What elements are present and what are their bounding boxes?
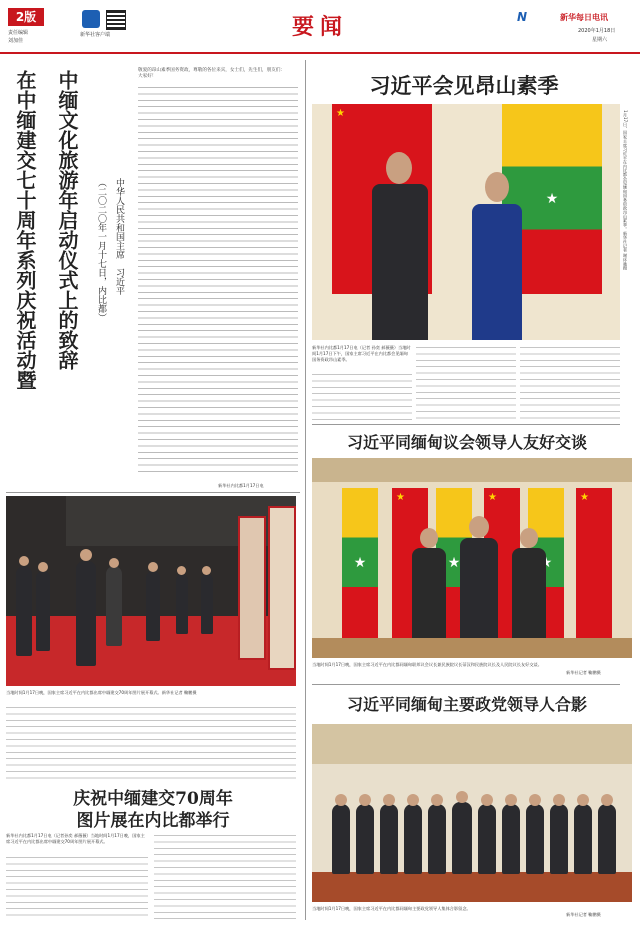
divider <box>6 492 300 493</box>
speech-credit: 新华社内比都1月17日电 <box>218 483 264 488</box>
masthead <box>0 0 640 54</box>
parties-caption: 当地时间1月17日晚，国家主席习近平在内比都同缅甸主要政党领导人集体合影留念。 <box>312 906 471 911</box>
xinhua-app-icon <box>82 10 100 28</box>
issue-date: 2020年1月18日 <box>578 28 616 34</box>
meet-photo <box>312 104 620 340</box>
meet-lead: 新华社内比都1月17日电（记者 孙奕 郝薇薇）当地时间1月17日下午，国家主席习近平在内比都会见缅甸国务资政昂山素季。 <box>312 345 411 362</box>
parliament-photo <box>312 458 632 658</box>
ceiling <box>312 458 632 482</box>
speech-text-lines <box>138 85 298 475</box>
speech-title-line2: 中缅文化旅游年启动仪式上的致辞 <box>55 70 79 370</box>
meet-side-caption: 1月17日，国家主席习近平在内比都会见缅甸国务资政昂山素季。新华社记者 谢环驰摄 <box>623 110 628 271</box>
exhibition-text-lines <box>6 705 296 780</box>
floor <box>312 638 632 658</box>
parliament-headline: 习近平同缅甸议会领导人友好交谈 <box>346 433 587 452</box>
exhibition-photo <box>6 496 296 686</box>
china-flag <box>576 488 612 638</box>
section-title: 要闻 <box>291 14 348 40</box>
floor <box>312 872 632 902</box>
exhibition-headline-line1: 庆祝中缅建交70周年 <box>73 789 233 809</box>
speech-title-line1: 在中缅建交七十周年系列庆祝活动暨 <box>13 70 37 390</box>
parties-headline: 习近平同缅甸主要政党领导人合影 <box>346 695 587 714</box>
exhibition-text-lines <box>154 833 296 921</box>
parties-credit: 新华社记者 鞠鹏摄 <box>566 912 601 917</box>
ceiling <box>312 724 632 764</box>
client-label: 新华社客户端 <box>80 32 111 38</box>
qr-code-icon <box>106 10 126 30</box>
issue-weekday: 星期六 <box>592 37 608 43</box>
myanmar-flag <box>342 488 378 638</box>
editor-name: 刘加佳 <box>8 38 24 44</box>
parties-photo <box>312 724 632 902</box>
page-number-badge: 2版 <box>8 8 44 26</box>
exhibit-panel <box>268 506 296 670</box>
divider <box>312 424 620 425</box>
exhibit-panel <box>238 516 266 660</box>
divider <box>312 684 620 685</box>
meet-text-lines <box>520 345 620 420</box>
parliament-credit: 新华社记者 鞠鹏摄 <box>566 670 601 675</box>
exhibition-headline-line2: 图片展在内比都举行 <box>76 811 230 831</box>
speech-body <box>138 68 298 478</box>
exhibition-text-lines <box>6 855 148 921</box>
editor-label: 责任编辑 <box>8 30 29 36</box>
meet-text-lines <box>416 345 516 420</box>
meet-headline: 习近平会见昂山素季 <box>369 73 559 98</box>
exhibition-photo-caption: 当地时间1月17日晚，国家主席习近平在内比都出席中缅建交70周年图片展开幕式。新华社记者 鞠鹏摄 <box>6 690 197 695</box>
parliament-caption: 当地时间1月17日晚，国家主席习近平在内比都同缅甸联邦议会议长兼民族院议长蒂汉和民族院议长及人民院议长友好交谈。 <box>312 662 542 667</box>
speech-byline: （二〇二〇年一月十七日，内比都） <box>96 178 106 322</box>
meet-text-lines <box>312 372 412 420</box>
news-logo-icon: N <box>517 10 528 24</box>
column-divider <box>305 60 306 920</box>
speech-author: 中华人民共和国主席 习近平 <box>114 178 124 295</box>
paper-name: 新华每日电讯 <box>560 13 608 22</box>
exhibition-lead: 新华社内比都1月17日电（记者孙奕 郝薇薇）当地时间1月17日晚，国家主席习近平在内比都出席中缅建交70周年图片展开幕式。 <box>6 833 145 844</box>
speech-opening: 敬爱的昂山素季国务资政，尊敬的各位来宾，女士们，先生们，朋友们： 大家好！ <box>138 68 286 80</box>
